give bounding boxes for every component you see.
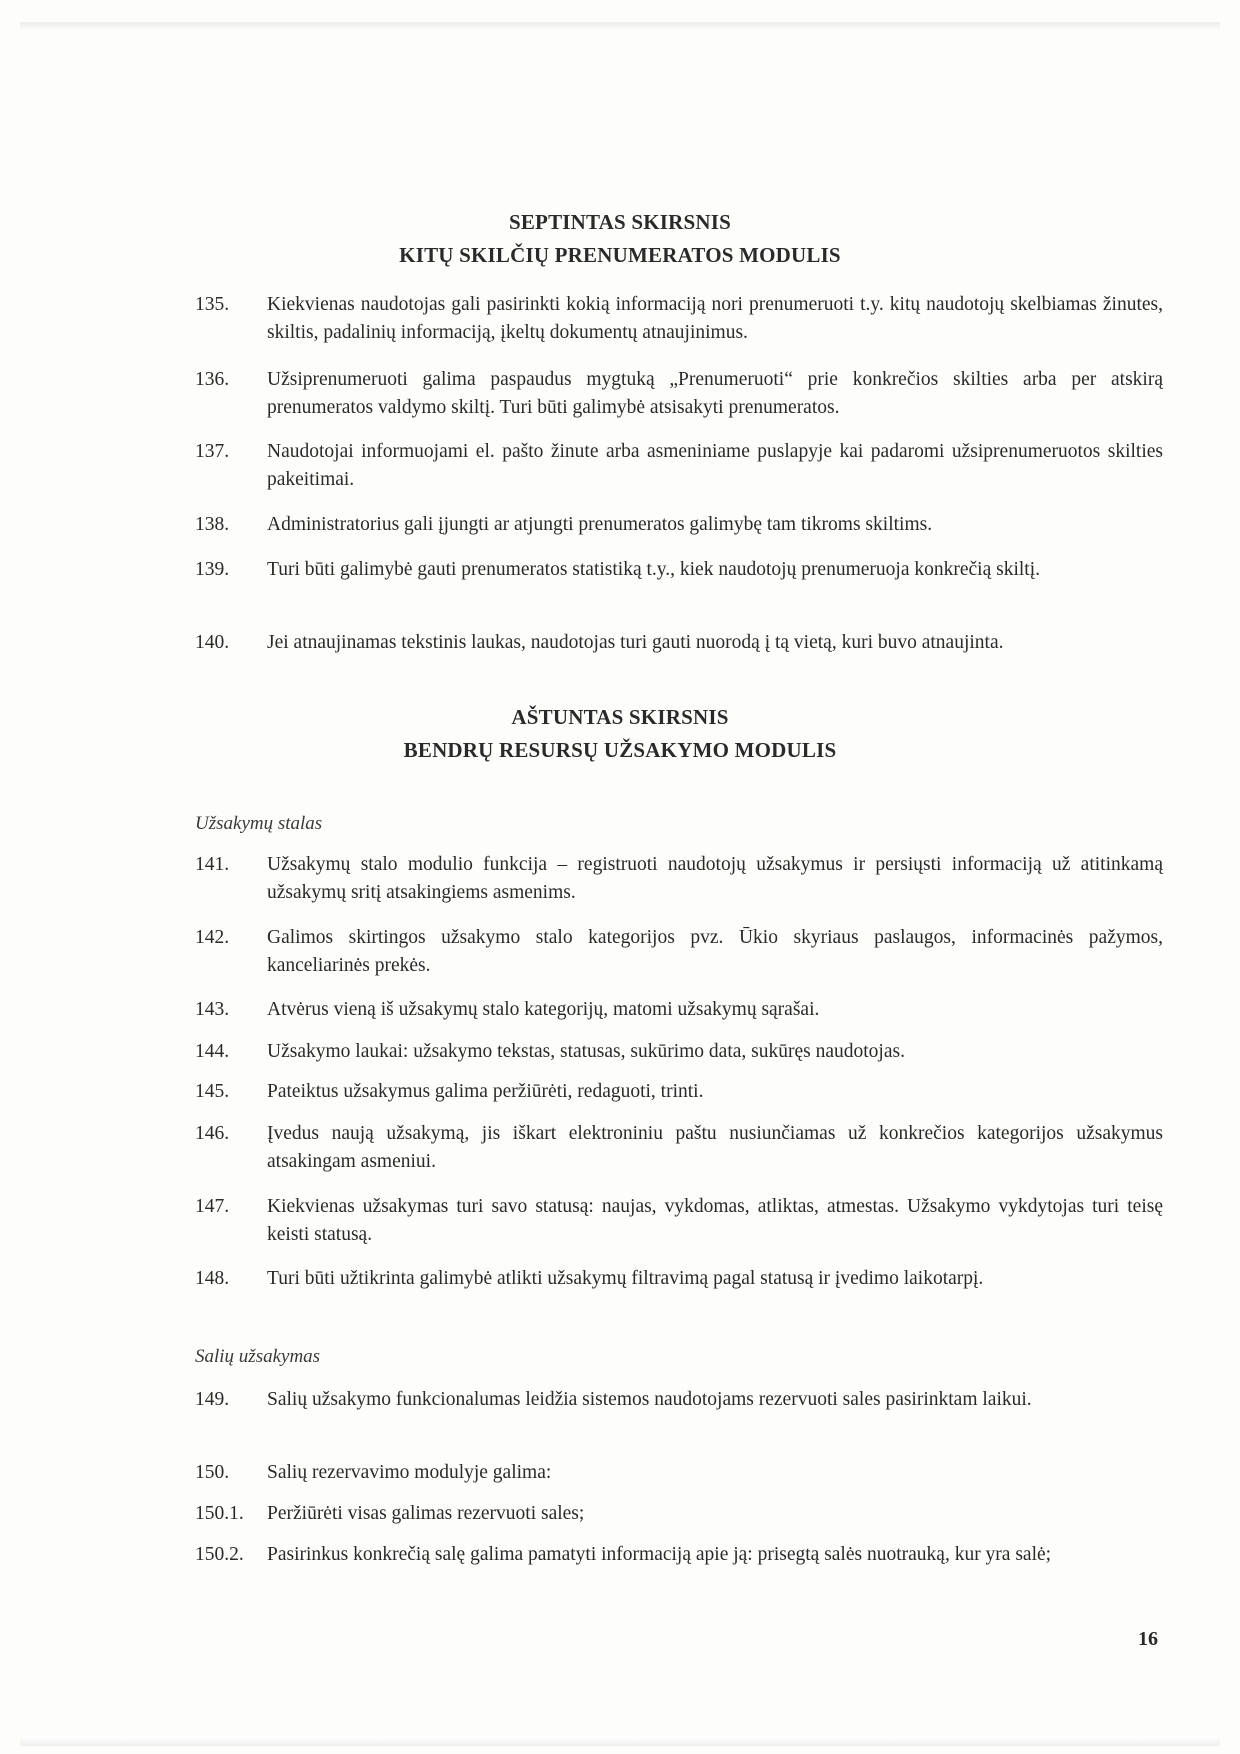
item-number: 150. xyxy=(195,1462,230,1483)
section-subtitle: KITŲ SKILČIŲ PRENUMERATOS MODULIS xyxy=(399,243,841,267)
item-number: 147. xyxy=(195,1196,230,1217)
list-item xyxy=(195,1459,1163,1487)
item-text: Turi būti užtikrinta galimybė atlikti užsakymų filtravimą pagal statusą ir įvedimo laikotarpį. xyxy=(267,1268,984,1289)
item-text: Turi būti galimybė gauti prenumeratos statistiką t.y., kiek naudotojų prenumeruoja konkrečią skiltį. xyxy=(267,559,1040,580)
list-item xyxy=(195,1120,1163,1176)
item-text: Naudotojai informuojami el. pašto žinute arba asmeniniame puslapyje kai padaromi užsiprenumeruotos skilties pakeitimai. xyxy=(267,441,1163,490)
item-number: 150.2. xyxy=(195,1544,244,1565)
item-number: 145. xyxy=(195,1081,230,1102)
list-item xyxy=(195,924,1163,980)
item-number: 149. xyxy=(195,1389,230,1410)
item-number: 137. xyxy=(195,441,230,462)
section-subtitle: BENDRŲ RESURSŲ UŽSAKYMO MODULIS xyxy=(403,738,837,762)
list-item xyxy=(195,511,1163,539)
item-text: Užsiprenumeruoti galima paspaudus mygtuką „Prenumeruoti“ prie konkrečios skilties arba per atskirą prenumeratos valdymo skiltį. Turi būti galimybė atsisakyti prenumeratos. xyxy=(267,369,1163,418)
item-text: Kiekvienas naudotojas gali pasirinkti kokią informaciją nori prenumeruoti t.y. kitų naudotojų skelbiamas žinutes, skiltis, padalinių informaciją, įkeltų dokumentų atnaujinimus. xyxy=(267,294,1163,343)
item-number: 141. xyxy=(195,854,230,875)
item-number: 135. xyxy=(195,294,230,315)
item-number: 146. xyxy=(195,1123,230,1144)
list-item xyxy=(195,438,1163,494)
item-text: Salių rezervavimo modulyje galima: xyxy=(267,1462,552,1483)
section-heading-8 xyxy=(0,701,1240,767)
item-number: 142. xyxy=(195,927,230,948)
list-item xyxy=(195,996,1163,1024)
page-number: 16 xyxy=(1138,1628,1158,1650)
item-text: Galimos skirtingos užsakymo stalo kategorijos pvz. Ūkio skyriaus paslaugos, informacinės pažymos, kanceliarinės prekės. xyxy=(267,927,1163,976)
list-item xyxy=(195,851,1163,907)
item-text: Kiekvienas užsakymas turi savo statusą: naujas, vykdomas, atliktas, atmestas. Užsakymo vykdytojas turi teisę keisti statusą. xyxy=(267,1196,1163,1245)
list-item xyxy=(195,291,1163,347)
section-heading-7 xyxy=(0,206,1240,272)
item-text: Jei atnaujinamas tekstinis laukas, naudotojas turi gauti nuorodą į tą vietą, kuri buvo atnaujinta. xyxy=(267,632,1004,653)
item-number: 150.1. xyxy=(195,1503,244,1524)
section-title: SEPTINTAS SKIRSNIS xyxy=(508,210,732,234)
item-number: 139. xyxy=(195,559,230,580)
item-text: Įvedus naują užsakymą, jis iškart elektroniniu paštu nusiunčiamas už konkrečios kategorijos užsakymus atsakingam asmeniui. xyxy=(267,1123,1163,1172)
item-text: Pasirinkus konkrečią salę galima pamatyti informaciją apie ją: prisegtą salės nuotrauką, kur yra salė; xyxy=(267,1544,1052,1565)
item-number: 138. xyxy=(195,514,230,535)
list-item xyxy=(195,1193,1163,1249)
list-item xyxy=(195,1386,1163,1414)
scan-bottom-edge xyxy=(20,1738,1220,1746)
list-item xyxy=(195,556,1163,584)
list-item xyxy=(195,366,1163,422)
list-item xyxy=(195,1500,1163,1528)
subsection-title: Užsakymų stalas xyxy=(195,813,323,834)
item-text: Užsakymo laukai: užsakymo tekstas, statusas, sukūrimo data, sukūręs naudotojas. xyxy=(267,1041,905,1062)
list-item xyxy=(195,1038,1163,1066)
item-number: 136. xyxy=(195,369,230,390)
item-text: Pateiktus užsakymus galima peržiūrėti, redaguoti, trinti. xyxy=(267,1081,704,1102)
item-number: 140. xyxy=(195,632,230,653)
list-item xyxy=(195,1265,1163,1293)
list-item xyxy=(195,629,1163,657)
item-text: Užsakymų stalo modulio funkcija – registruoti naudotojų užsakymus ir persiųsti informaciją už atitinkamą užsakymų sritį atsakingiems asmenims. xyxy=(267,854,1163,903)
item-text: Salių užsakymo funkcionalumas leidžia sistemos naudotojams rezervuoti sales pasirinktam laikui. xyxy=(267,1389,1032,1410)
item-text: Peržiūrėti visas galimas rezervuoti sales; xyxy=(267,1503,585,1524)
item-number: 143. xyxy=(195,999,230,1020)
item-text: Administratorius gali įjungti ar atjungti prenumeratos galimybę tam tikroms skiltims. xyxy=(267,514,933,535)
item-number: 148. xyxy=(195,1268,230,1289)
scan-top-edge xyxy=(20,22,1220,30)
item-text: Atvėrus vieną iš užsakymų stalo kategorijų, matomi užsakymų sąrašai. xyxy=(267,999,820,1020)
item-number: 144. xyxy=(195,1041,230,1062)
section-title: AŠTUNTAS SKIRSNIS xyxy=(511,705,729,729)
list-item xyxy=(195,1078,1163,1106)
subsection-title: Salių užsakymas xyxy=(195,1346,321,1367)
list-item xyxy=(195,1541,1163,1569)
